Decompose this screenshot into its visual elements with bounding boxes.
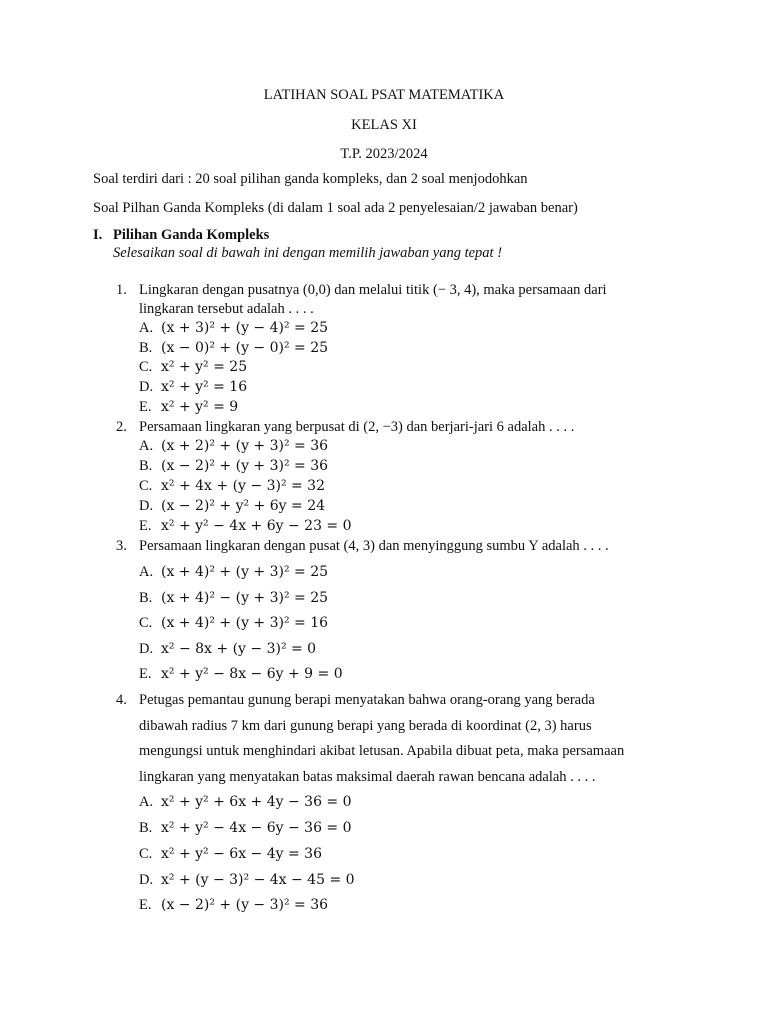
option-text: (x + 4)² − (y + 3)² = 25 — [161, 590, 329, 606]
option-letter: D. — [139, 872, 154, 888]
doc-year: T.P. 2023/2024 — [340, 146, 428, 162]
option-text: (x + 4)² + (y + 3)² = 25 — [161, 564, 329, 580]
option-item — [139, 590, 328, 607]
option-item — [139, 498, 325, 515]
option-item — [139, 320, 328, 337]
question-text: Lingkaran dengan pusatnya (0,0) dan melalui titik (− 3, 4), maka persamaan dari — [139, 282, 607, 298]
option-letter: B. — [139, 340, 153, 356]
doc-class: KELAS XI — [351, 117, 417, 133]
question-text: Persamaan lingkaran yang berpusat di (2, −3) dan berjari-jari 6 adalah . . . . — [139, 419, 575, 435]
option-item — [139, 379, 247, 396]
option-text: (x + 4)² + (y + 3)² = 16 — [161, 615, 329, 631]
option-letter: E. — [139, 518, 152, 534]
option-text: x² + y² = 9 — [161, 399, 239, 415]
option-item — [139, 458, 328, 475]
option-letter: B. — [139, 820, 153, 836]
option-letter: E. — [139, 897, 152, 913]
option-text: x² + y² − 8x − 6y + 9 = 0 — [161, 666, 343, 682]
option-item — [139, 518, 352, 535]
section-instruction: Selesaikan soal di bawah ini dengan memilih jawaban yang tepat ! — [113, 245, 503, 261]
question-number: 1. — [116, 282, 127, 298]
question-text: Petugas pemantau gunung berapi menyatakan bahwa orang-orang yang berada — [139, 692, 595, 708]
option-letter: C. — [139, 478, 153, 494]
option-text: x² − 8x + (y − 3)² = 0 — [161, 641, 317, 657]
option-letter: D. — [139, 641, 154, 657]
section-number: I. — [93, 227, 103, 243]
question-text: lingkaran yang menyatakan batas maksimal daerah rawan bencana adalah . . . . — [139, 769, 596, 785]
option-item — [139, 399, 238, 416]
option-text: x² + y² = 25 — [161, 359, 248, 375]
option-item — [139, 820, 352, 837]
intro-line-1: Soal terdiri dari : 20 soal pilihan ganda kompleks, dan 2 soal menjodohkan — [93, 171, 528, 187]
option-text: (x − 2)² + (y − 3)² = 36 — [161, 897, 329, 913]
doc-title: LATIHAN SOAL PSAT MATEMATIKA — [263, 87, 505, 103]
option-letter: C. — [139, 615, 153, 631]
option-text: x² + 4x + (y − 3)² = 32 — [161, 478, 326, 494]
question-text: dibawah radius 7 km dari gunung berapi yang berada di koordinat (2, 3) harus — [139, 718, 592, 734]
option-item — [139, 794, 352, 811]
option-letter: A. — [139, 564, 154, 580]
option-text: (x + 2)² + (y + 3)² = 36 — [161, 438, 329, 454]
option-text: x² + y² − 4x − 6y − 36 = 0 — [161, 820, 352, 836]
option-letter: E. — [139, 399, 152, 415]
section-title: Pilihan Ganda Kompleks — [113, 227, 270, 243]
option-letter: E. — [139, 666, 152, 682]
option-letter: D. — [139, 498, 154, 514]
option-item — [139, 438, 328, 455]
option-letter: B. — [139, 590, 153, 606]
question-number: 2. — [116, 419, 127, 435]
option-letter: A. — [139, 320, 154, 336]
question-text: Persamaan lingkaran dengan pusat (4, 3) dan menyinggung sumbu Y adalah . . . . — [139, 538, 609, 554]
option-item — [139, 846, 322, 863]
option-item — [139, 641, 316, 658]
option-text: x² + y² + 6x + 4y − 36 = 0 — [161, 794, 352, 810]
option-text: x² + (y − 3)² − 4x − 45 = 0 — [161, 872, 355, 888]
option-item — [139, 340, 328, 357]
option-item — [139, 478, 325, 495]
option-letter: C. — [139, 359, 153, 375]
option-item — [139, 897, 328, 914]
option-text: (x − 2)² + (y + 3)² = 36 — [161, 458, 329, 474]
option-text: x² + y² = 16 — [161, 379, 248, 395]
option-text: x² + y² − 4x + 6y − 23 = 0 — [161, 518, 352, 534]
option-letter: D. — [139, 379, 154, 395]
option-letter: C. — [139, 846, 153, 862]
option-letter: A. — [139, 794, 154, 810]
question-text: lingkaran tersebut adalah . . . . — [139, 301, 314, 317]
option-text: (x − 0)² + (y − 0)² = 25 — [161, 340, 329, 356]
option-item — [139, 872, 355, 889]
option-text: (x − 2)² + y² + 6y = 24 — [161, 498, 326, 514]
option-item — [139, 564, 328, 581]
question-number: 4. — [116, 692, 127, 708]
option-text: x² + y² − 6x − 4y = 36 — [161, 846, 322, 862]
option-item — [139, 666, 343, 683]
option-text: (x + 3)² + (y − 4)² = 25 — [161, 320, 329, 336]
option-letter: A. — [139, 438, 154, 454]
option-letter: B. — [139, 458, 153, 474]
option-item — [139, 615, 328, 632]
question-text: mengungsi untuk menghindari akibat letusan. Apabila dibuat peta, maka persamaan — [139, 743, 625, 759]
question-number: 3. — [116, 538, 127, 554]
option-item — [139, 359, 247, 376]
intro-line-2: Soal Pilhan Ganda Kompleks (di dalam 1 soal ada 2 penyelesaian/2 jawaban benar) — [93, 200, 578, 216]
